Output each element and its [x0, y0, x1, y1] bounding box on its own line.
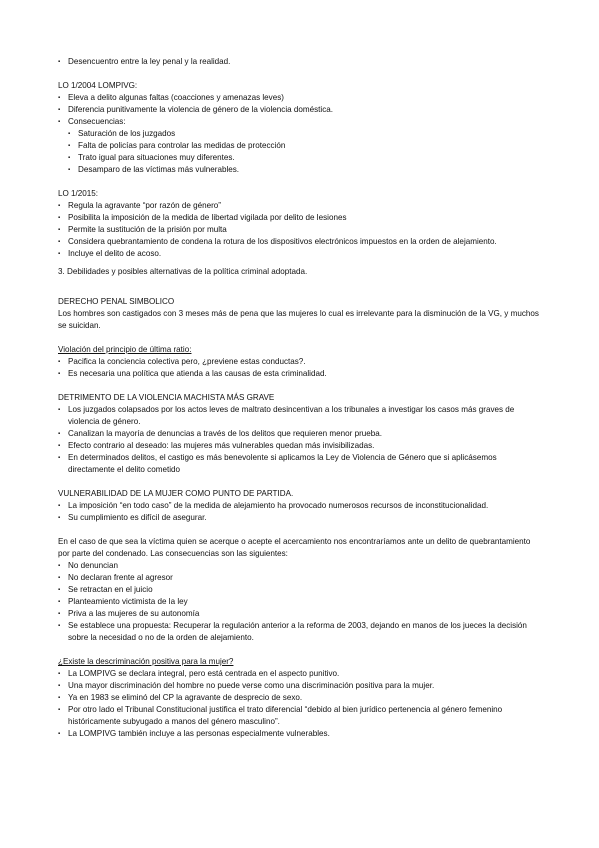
- list-item: ▪ No denuncian: [58, 560, 541, 572]
- list-item: ▪ Ya en 1983 se eliminó del CP la agravante de desprecio de sexo.: [58, 692, 541, 704]
- list-item: ▪ Los juzgados colapsados por los actos leves de maltrato desincentivan a los tribunales a investigar los casos más graves de violencia de género.: [58, 404, 541, 428]
- caso-list: [58, 560, 541, 644]
- list-item: ▪ Efecto contrario al deseado: las mujeres más vulnerables quedan más invisibilizadas.: [58, 440, 541, 452]
- list-item: ▪ Priva a las mujeres de su autonomía: [58, 608, 541, 620]
- section-3-title: 3. Debilidades y posibles alternativas de la política criminal adoptada.: [58, 267, 308, 276]
- derecho-penal-heading: DERECHO PENAL SIMBOLICO: [58, 297, 175, 306]
- list-item: ▪ Incluye el delito de acoso.: [58, 248, 541, 260]
- list-item: ▪ En determinados delitos, el castigo es más benevolente si aplicamos la Ley de Violencia de Género que si aplicásemos directamente el delito cometido: [58, 452, 541, 476]
- list-item: ▪ Su cumplimiento es difícil de asegurar.: [58, 512, 541, 524]
- lo2004-list: [58, 92, 541, 176]
- list-item: ▪ Planteamiento victimista de la ley: [58, 596, 541, 608]
- list-item: ▪ La LOMPIVG también incluye a las personas especialmente vulnerables.: [58, 728, 541, 740]
- list-item: ▪ Posibilita la imposición de la medida de libertad vigilada por delito de lesiones: [58, 212, 541, 224]
- list-item: ▪ Se establece una propuesta: Recuperar la regulación anterior a la reforma de 2003, dejando en manos de los jueces la decisión sobre la necesidad o no de la orden de alejamiento.: [58, 620, 541, 644]
- list-item: ▪ La imposición “en todo caso” de la medida de alejamiento ha provocado numerosos recursos de inconstitucionalidad.: [58, 500, 541, 512]
- list-item: ▪ Eleva a delito algunas faltas (coacciones y amenazas leves): [58, 92, 541, 104]
- lo2015-heading: LO 1/2015:: [58, 189, 99, 198]
- list-item: ▪ La LOMPIVG se declara integral, pero está centrada en el aspecto punitivo.: [58, 668, 541, 680]
- list-item: ▪ Una mayor discriminación del hombre no puede verse como una discriminación positiva para la mujer.: [58, 680, 541, 692]
- list-item: ▪ Regula la agravante “por razón de género”: [58, 200, 541, 212]
- vulnerabilidad-heading: VULNERABILIDAD DE LA MUJER COMO PUNTO DE PARTIDA.: [58, 489, 294, 498]
- list-item: ▪ Consecuencias:: [58, 116, 541, 128]
- caso-paragraph: En el caso de que sea la víctima quien se acerque o acepte el acercamiento nos encontraríamos ante un delito de quebrantamiento por parte del condenado. Las consecuencias son las siguientes:: [58, 537, 531, 558]
- ultima-ratio-list: [58, 356, 541, 380]
- detrimento-list: [58, 404, 541, 476]
- list-item: ▪ Desencuentro entre la ley penal y la realidad.: [58, 56, 541, 68]
- derecho-penal-text: Los hombres son castigados con 3 meses más de pena que las mujeres lo cual es irrelevante para la disminución de la VG, y muchos se suicidan.: [58, 309, 539, 330]
- ultima-ratio-heading: Violación del principio de última ratio:: [58, 345, 192, 354]
- list-item: ▪ Pacifica la conciencia colectiva pero, ¿previene estas conductas?.: [58, 356, 541, 368]
- list-item: ▪ Es necesaria una política que atienda a las causas de esta criminalidad.: [58, 368, 541, 380]
- intro-list: [58, 56, 541, 68]
- sub-list-item: ▪ Trato igual para situaciones muy diferentes.: [58, 152, 541, 164]
- list-item: ▪ Permite la sustitución de la prisión por multa: [58, 224, 541, 236]
- discriminacion-list: [58, 668, 541, 740]
- vulnerabilidad-list: [58, 500, 541, 524]
- list-item: ▪ No declaran frente al agresor: [58, 572, 541, 584]
- sub-list-item: ▪ Desamparo de las víctimas más vulnerables.: [58, 164, 541, 176]
- list-item: ▪ Canalizan la mayoría de denuncias a través de los delitos que requieren menor prueba.: [58, 428, 541, 440]
- lo2015-list: [58, 200, 541, 260]
- detrimento-heading: DETRIMENTO DE LA VIOLENCIA MACHISTA MÁS GRAVE: [58, 393, 275, 402]
- list-item: ▪ Diferencia punitivamente la violencia de género de la violencia doméstica.: [58, 104, 541, 116]
- discriminacion-heading: ¿Existe la descriminación positiva para la mujer?: [58, 657, 234, 666]
- lo2004-heading: LO 1/2004 LOMPIVG:: [58, 81, 138, 90]
- list-item: ▪ Considera quebrantamiento de condena la rotura de los dispositivos electrónicos impuestos en la orden de alejamiento.: [58, 236, 541, 248]
- list-item: ▪ Se retractan en el juicio: [58, 584, 541, 596]
- sub-list-item: ▪ Falta de policías para controlar las medidas de protección: [58, 140, 541, 152]
- list-item: ▪ Por otro lado el Tribunal Constitucional justifica el trato diferencial “debido al bien jurídico pertenencia al género femenino históricamente subyugado a manos del género masculino”.: [58, 704, 541, 728]
- sub-list-item: ▪ Saturación de los juzgados: [58, 128, 541, 140]
